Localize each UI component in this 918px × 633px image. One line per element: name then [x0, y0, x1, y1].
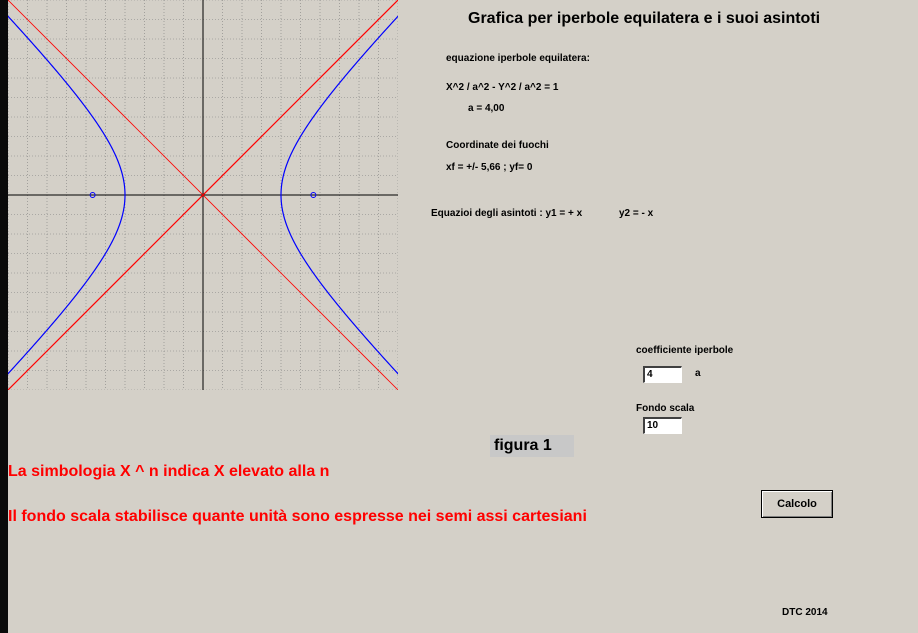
scale-label: Fondo scala: [636, 403, 695, 414]
foci-value: xf = +/- 5,66 ; yf= 0: [446, 162, 533, 173]
a-value-readout: a = 4,00: [468, 103, 505, 114]
calcolo-button[interactable]: Calcolo: [761, 490, 833, 518]
coefficient-input[interactable]: 4: [643, 366, 682, 383]
asymptote-y2: y2 = - x: [619, 208, 654, 219]
coefficient-unit: a: [695, 368, 701, 379]
note-scale: Il fondo scala stabilisce quante unità sono espresse nei semi assi cartesiani: [8, 508, 587, 525]
equation-heading: equazione iperbole equilatera:: [446, 53, 590, 64]
figure-label: figura 1: [490, 435, 574, 457]
asymptotes-label: Equazioi degli asintoti : y1 = + x: [431, 208, 583, 219]
foci-heading: Coordinate dei fuochi: [446, 140, 549, 151]
left-border-strip: [0, 0, 8, 633]
hyperbola-graph: [8, 0, 398, 390]
footer-credit: DTC 2014: [782, 607, 828, 618]
page-title: Grafica per iperbole equilatera e i suoi asintoti: [468, 10, 821, 27]
coefficient-label: coefficiente iperbole: [636, 345, 734, 356]
scale-input[interactable]: 10: [643, 417, 682, 434]
equation-formula: X^2 / a^2 - Y^2 / a^2 = 1: [446, 82, 559, 93]
note-symbol: La simbologia X ^ n indica X elevato alla n: [8, 463, 330, 480]
